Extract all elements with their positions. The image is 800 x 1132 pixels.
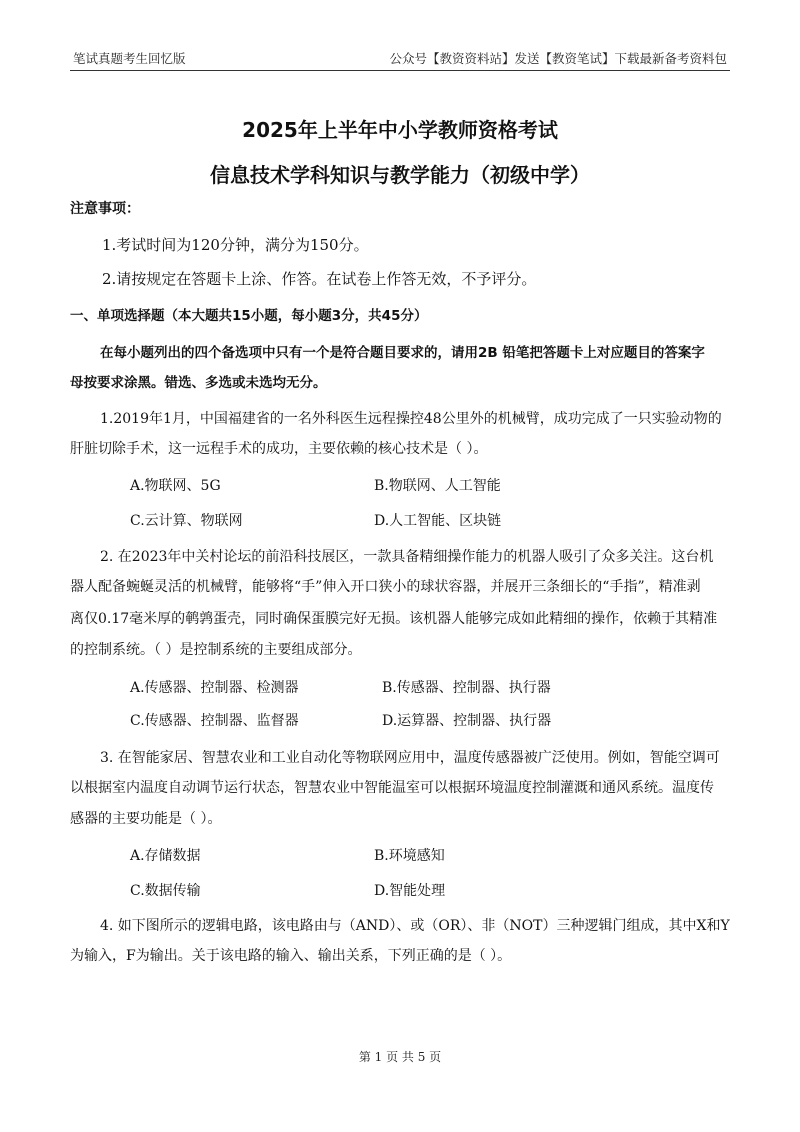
question-3-option-c: C.数据传输: [130, 883, 201, 899]
question-2-option-c: C.传感器、控制器、监督器: [130, 713, 299, 729]
question-2-line: 器人配备蜿蜒灵活的机械臂，能够将“手”伸入开口狭小的球状容器，并展开三条细长的“手指”，精准剥: [70, 579, 701, 595]
question-2-option-b: B.传感器、控制器、执行器: [382, 680, 551, 696]
question-3-line: 3. 在智能家居、智慧农业和工业自动化等物联网应用中，温度传感器被广泛使用。例如，智能空调可: [100, 750, 720, 766]
notice-heading: 注意事项：: [70, 201, 140, 217]
question-4-line: 为输入，F为输出。关于该电路的输入、输出关系，下列正确的是（ ）。: [70, 948, 512, 964]
question-1-option-b: B.物联网、人工智能: [374, 478, 501, 494]
question-1-option-d: D.人工智能、区块链: [374, 513, 502, 529]
question-2-line: 2. 在2023年中关村论坛的前沿科技展区，一款具备精细操作能力的机器人吸引了众多关注。这台机: [100, 549, 714, 565]
question-3-option-d: D.智能处理: [374, 883, 446, 899]
page-number: 第 1 页 共 5 页: [358, 1050, 442, 1064]
question-2-option-d: D.运算器、控制器、执行器: [382, 713, 552, 729]
question-1-line: 肝脏切除手术，这一远程手术的成功，主要依赖的核心技术是（ ）。: [70, 441, 488, 457]
section-heading: 一、单项选择题（本大题共15小题，每小题3分，共45分）: [70, 308, 428, 324]
question-3-line: 以根据室内温度自动调节运行状态，智慧农业中智能温室可以根据环境温度控制灌溉和通风系统。温度传: [70, 780, 714, 796]
section-instruction-line: 在每小题列出的四个备选项中只有一个是符合题目要求的，请用2B 铅笔把答题卡上对应题目的答案字: [100, 345, 705, 361]
question-2-option-a: A.传感器、控制器、检测器: [130, 680, 299, 696]
header-divider: [70, 70, 730, 71]
question-3-line: 感器的主要功能是（ ）。: [70, 811, 222, 827]
exam-title: 2025年上半年中小学教师资格考试: [242, 118, 558, 142]
question-4-line: 4. 如下图所示的逻辑电路，该电路由与（AND）、或（OR）、非（NOT）三种逻辑门组成，其中X和Y: [100, 918, 730, 934]
question-2-line: 的控制系统。（ ）是控制系统的主要组成部分。: [70, 642, 362, 658]
question-2-line: 离仅0.17毫米厚的鹌鹑蛋壳，同时确保蛋膜完好无损。该机器人能够完成如此精细的操作，依赖于其精准: [70, 611, 718, 627]
question-3-option-a: A.存储数据: [130, 848, 201, 864]
notice-item-1: 1.考试时间为120分钟，满分为150分。: [102, 236, 369, 254]
notice-item-2: 2.请按规定在答题卡上涂、作答。在试卷上作答无效，不予评分。: [102, 270, 537, 288]
question-3-option-b: B.环境感知: [374, 848, 445, 864]
header-right-text: 公众号【教资资料站】发送【教资笔试】下载最新备考资料包: [389, 51, 727, 66]
header-left-text: 笔试真题考生回忆版: [73, 51, 186, 66]
question-1-line: 1.2019年1月，中国福建省的一名外科医生远程操控48公里外的机械臂，成功完成了一只实验动物的: [100, 411, 722, 427]
section-instruction-line: 母按要求涂黑。错选、多选或未选均无分。: [70, 375, 327, 391]
question-1-option-c: C.云计算、物联网: [130, 513, 243, 529]
exam-subtitle: 信息技术学科知识与教学能力（初级中学）: [210, 163, 590, 187]
question-1-option-a: A.物联网、5G: [130, 478, 221, 494]
